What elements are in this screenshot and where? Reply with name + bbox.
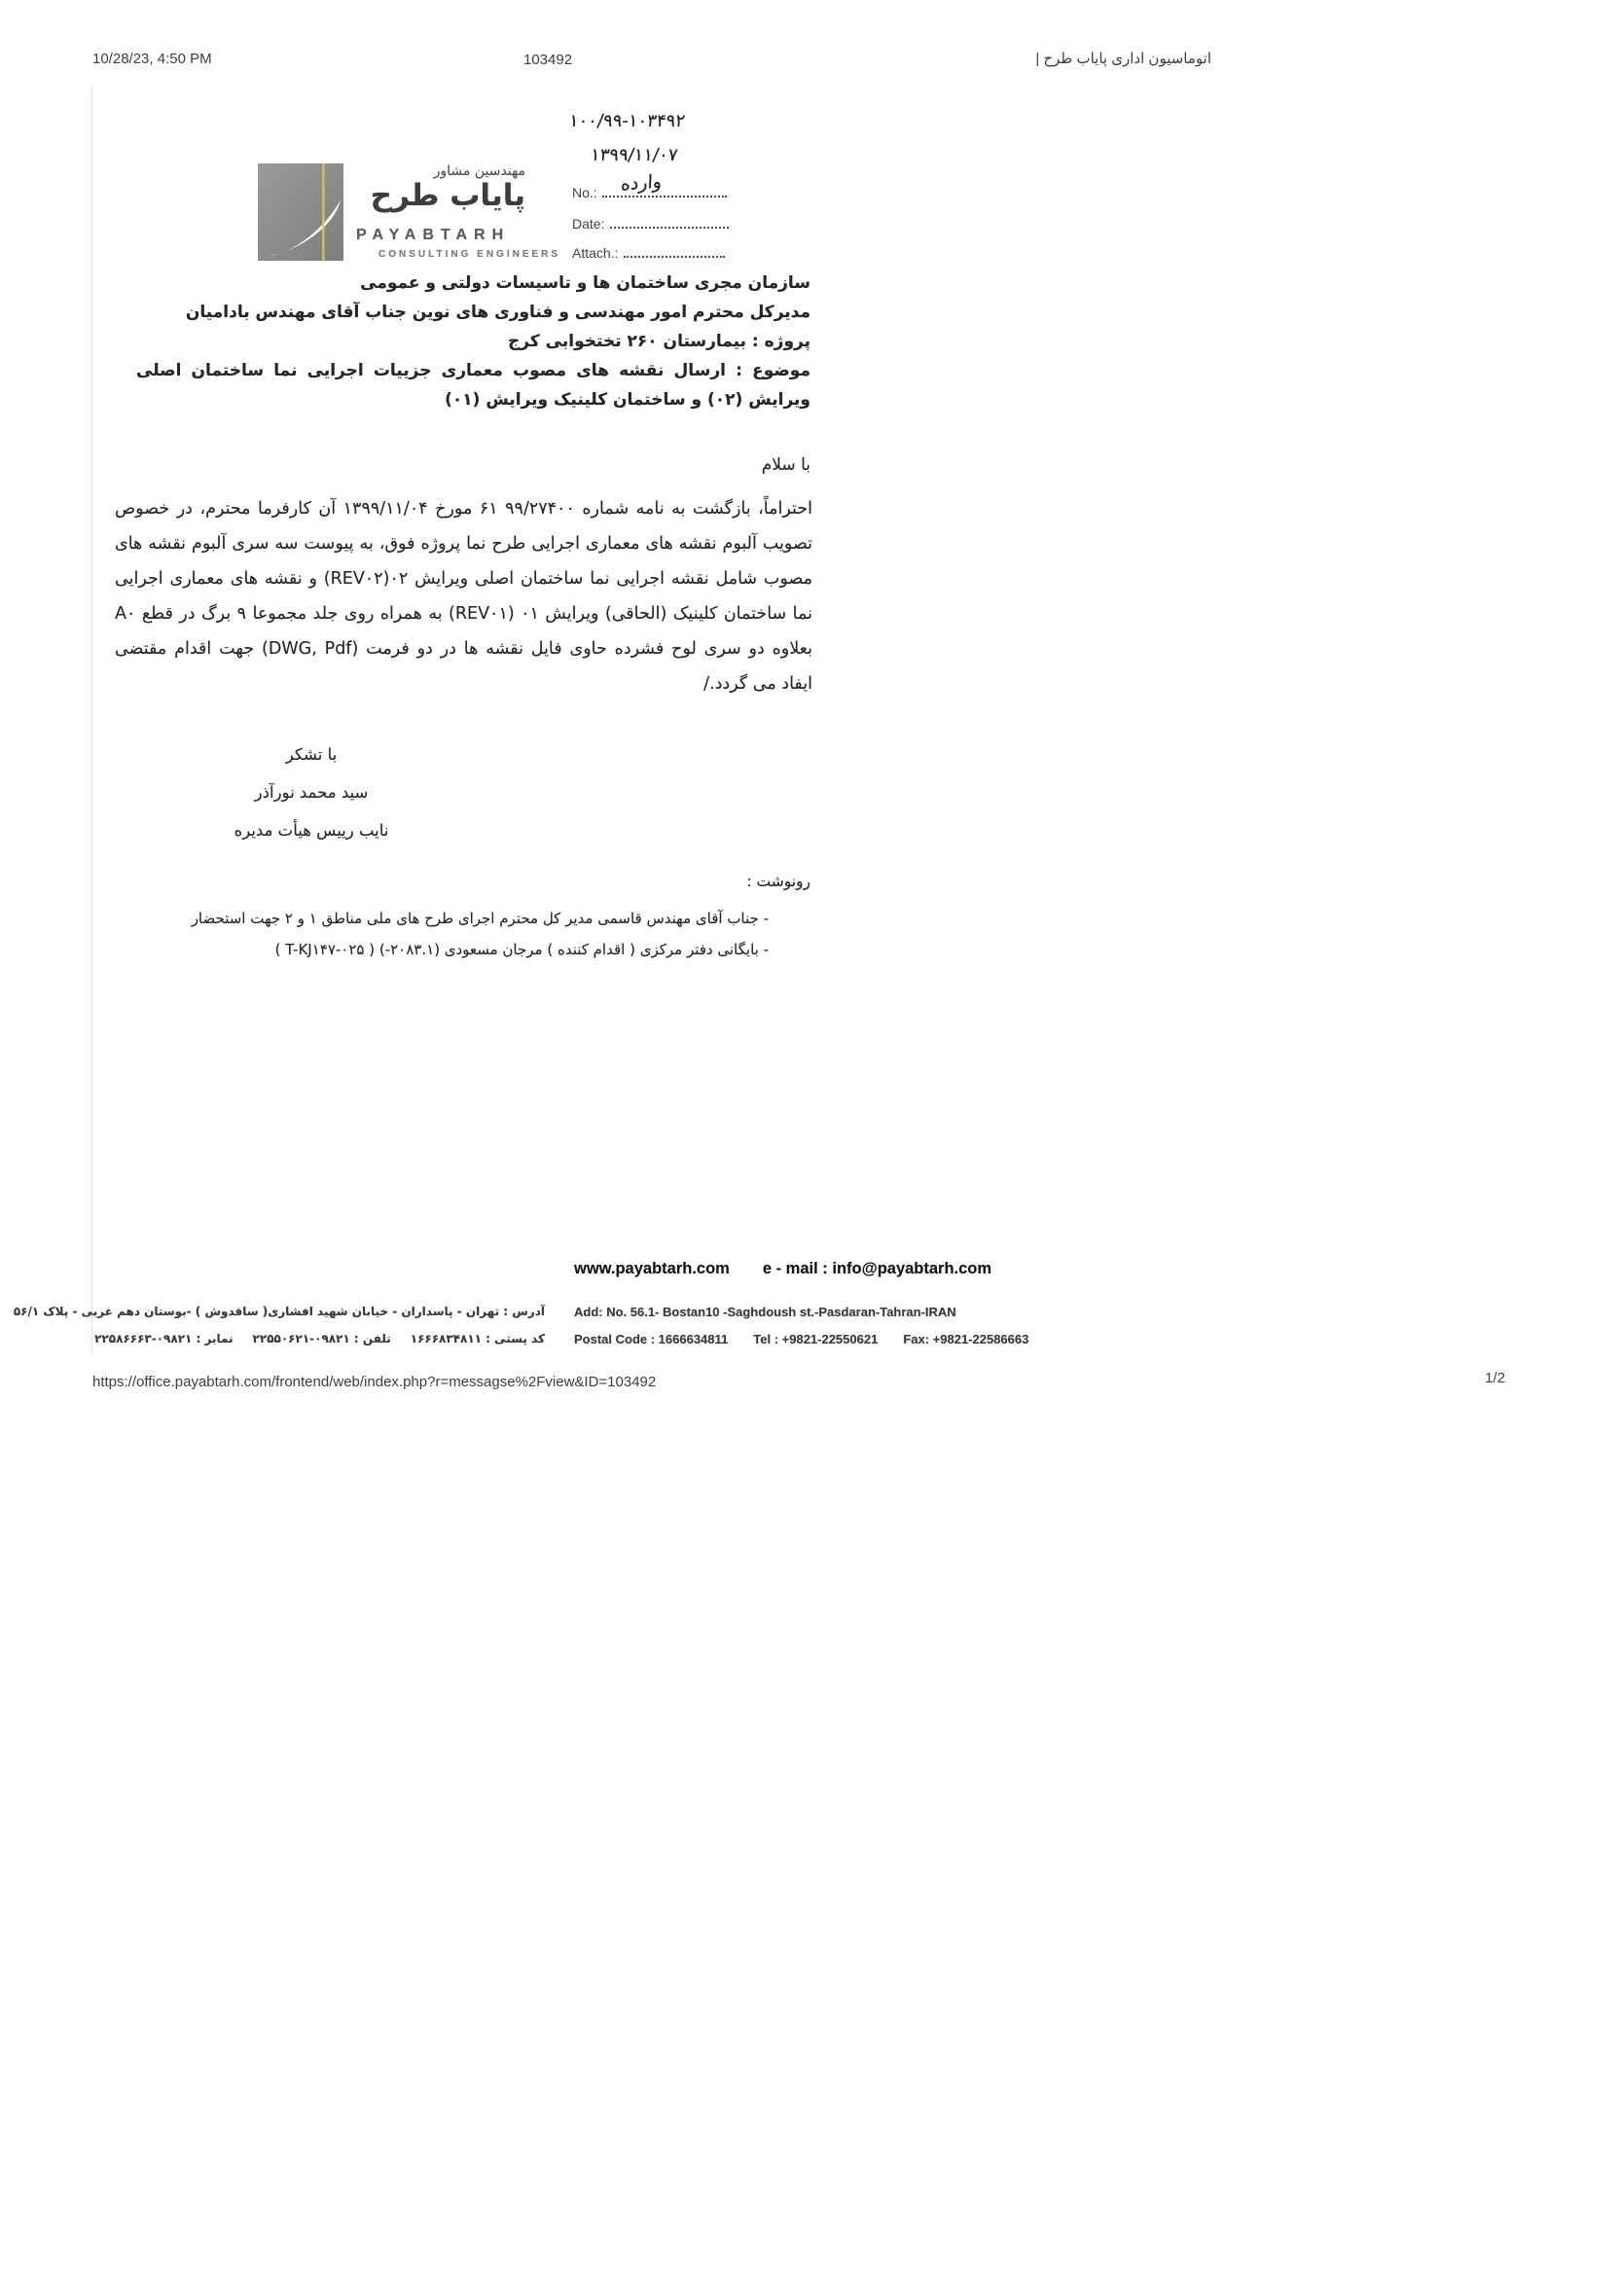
cc-item: - جناب آقای مهندس قاسمی مدیر کل محترم اجرای طرح های ملی مناطق ۱ و ۲ جهت استحضار	[191, 910, 769, 927]
date-field-row	[572, 214, 729, 233]
footer-website: www.payabtarh.com	[574, 1260, 730, 1277]
attach-dotline	[624, 244, 725, 258]
footer-tel-fa: تلفن : ۰۹۸۲۱-۲۲۵۵۰۶۲۱	[252, 1332, 391, 1345]
subject-label: موضوع :	[736, 361, 810, 380]
recipient-person: مدیرکل محترم امور مهندسی و فناوری های نوین جناب آقای مهندس بادامیان	[185, 303, 810, 322]
signatory-title: نایب رییس هیأت مدیره	[234, 821, 389, 840]
scan-edge-line	[91, 88, 92, 1352]
project-value: بیمارستان ۲۶۰ تختخوابی کرج	[508, 332, 746, 351]
closing-thanks: با تشکر	[285, 745, 338, 764]
logo-box	[258, 163, 343, 261]
cc-list	[136, 903, 769, 965]
subject-value: ارسال نقشه های مصوب معماری جزییات اجرایی نما ساختمان اصلی ویرایش (۰۲) و ساختمان کلینیک ویرایش (۰۱)	[136, 361, 810, 410]
print-timestamp: 10/28/23, 4:50 PM	[92, 51, 212, 67]
date-dotline	[610, 215, 729, 229]
footer-postal-fa: کد پستی : ۱۶۶۶۸۳۴۸۱۱	[410, 1332, 545, 1345]
project-line	[136, 327, 810, 356]
signature-block	[204, 735, 418, 849]
logo-fa-tagline: مهندسین مشاور	[433, 163, 525, 179]
payabtarh-logo-icon	[258, 163, 343, 261]
logo-fa-name: پایاب طرح	[370, 178, 525, 213]
recipient-org: سازمان مجری ساختمان ها و تاسیسات دولتی و عمومی	[360, 273, 810, 293]
print-page-number: 1/2	[1485, 1370, 1505, 1386]
footer-tel-en: Tel : +9821-22550621	[753, 1332, 879, 1346]
print-url: https://office.payabtarh.com/frontend/web/index.php?r=messagse%2Fview&ID=103492	[92, 1374, 657, 1390]
logo-en-subtitle: CONSULTING ENGINEERS	[378, 249, 561, 260]
cc-item: - بایگانی دفتر مرکزی ( اقدام کننده ) مرجان مسعودی (۲۰۸۳.۱-) ( T-KJ۱۴۷-۰۲۵ )	[274, 941, 769, 958]
letter-body: احتراماً، بازگشت به نامه شماره ۹۹/۲۷۴۰۰ ۶۱ مورخ ۱۳۹۹/۱۱/۰۴ آن کارفرما محترم، در خصوص تصویب آلبوم نقشه های معماری اجرایی طرح نما پروژه فوق، به پیوست سه سری آلبوم نقشه های مصوب شامل نقشه اجرایی نما ساختمان اصلی ویرایش ۰۲(REV۰۲) و نقشه های معماری اجرایی نما ساختمان کلینیک (الحاقی) ویرایش ۰۱ (REV۰۱) به همراه روی جلد مجموعا ۹ برگ در قطع A۰ بعلاوه دو سری لوح فشرده حاوی فایل نقشه ها در دو فرمت (DWG, Pdf) جهت اقدام مقتضی ایفاد می گردد./	[115, 499, 812, 694]
footer-contact-fa	[94, 1332, 545, 1345]
footer-email: e - mail : info@payabtarh.com	[762, 1260, 992, 1277]
ref-date-handwritten: ۱۳۹۹/۱۱/۰۷	[589, 145, 679, 165]
ref-number-handwritten: ۱۰۰/۹۹-۱۰۳۴۹۲	[567, 111, 687, 131]
footer-contact-en	[574, 1332, 1028, 1346]
print-app-title: اتوماسیون اداری پایاب طرح |	[1035, 51, 1211, 67]
footer-postal-en: Postal Code : 1666634811	[574, 1332, 729, 1346]
footer-fax-en: Fax: +9821-22586663	[903, 1332, 1029, 1346]
recipient-block	[136, 269, 810, 414]
print-doc-id: 103492	[523, 52, 573, 68]
footer-fax-fa: نمابر : ۰۹۸۲۱-۲۲۵۸۶۶۶۳	[94, 1332, 234, 1345]
date-label: Date:	[572, 216, 605, 232]
signatory-name: سید محمد نورآذر	[254, 783, 369, 802]
cc-heading: رونوشت :	[746, 873, 810, 890]
logo-fa-block	[345, 163, 525, 214]
footer-address-en: Add: No. 56.1- Bostan10 -Saghdoush st.-Pasdaran-Tahran-IRAN	[574, 1305, 956, 1319]
subject-line	[136, 356, 810, 414]
footer-web-line	[574, 1260, 991, 1278]
footer-address-fa: آدرس : تهران - پاسداران - خیابان شهید افشاری( ساقدوش ) -بوستان دهم غربی - پلاک ۵۶/۱	[13, 1305, 545, 1318]
logo-en-name: PAYABTARH	[356, 227, 511, 243]
project-label: پروژه :	[751, 332, 810, 351]
greeting: با سلام	[761, 455, 810, 475]
no-handwritten-value: وارده	[620, 170, 663, 196]
no-label: No.:	[572, 185, 597, 200]
attach-field-row	[572, 243, 725, 262]
attach-label: Attach.:	[572, 245, 619, 261]
